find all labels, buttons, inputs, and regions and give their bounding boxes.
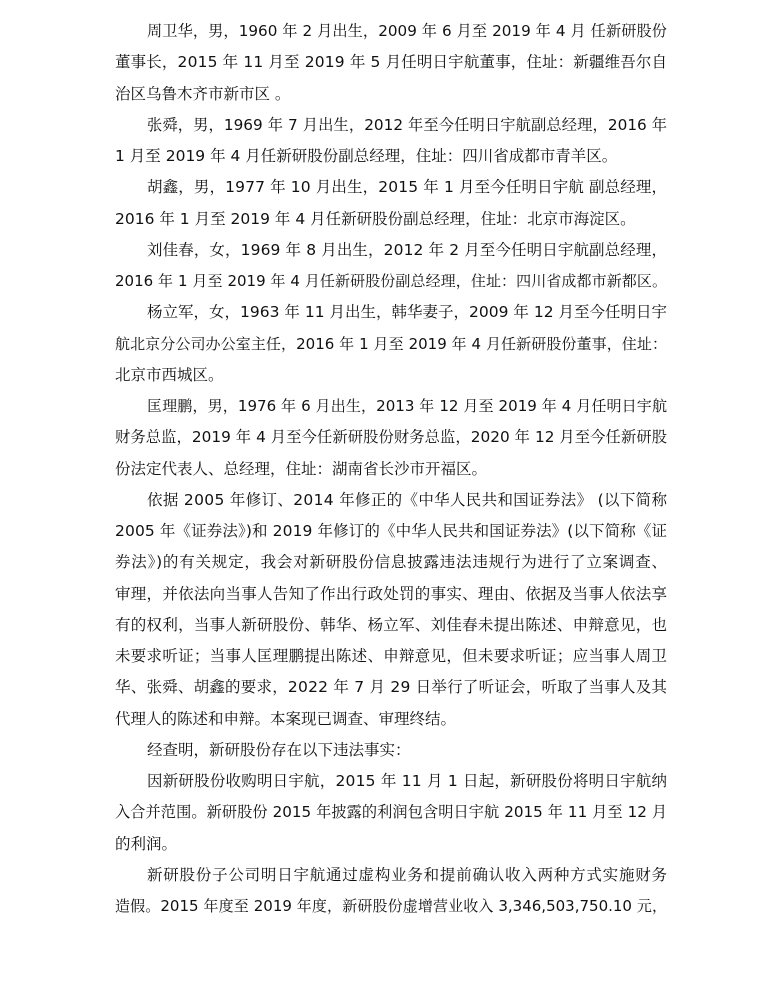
text-line: 经查明，新研股份存在以下违法事实： [147,740,411,759]
text-line: 匡理鹏，男，1976 年 6 月出生，2013 年 12 月至 2019 年 4 月任明日宇航 [147,397,667,415]
paragraph-kuang-lipeng [115,391,667,485]
text-line: 券法》)的有关规定，我会对新研股份信息披露违法违规行为进行了立案调查、 [115,553,668,572]
text-line: 新研股份子公司明日宇航通过虚构业务和提前确认收入两种方式实施财务 [147,865,668,884]
paragraph-legal-basis [115,485,667,735]
text-line: 财务总监，2019 年 4 月至今任新研股份财务总监，2020 年 12 月至今任新研股 [115,428,667,447]
text-line: 代理人的陈述和申辩。本案现已调查、审理终结。 [115,709,457,728]
text-line: 审理，并依法向当事人告知了作出行政处罚的事实、理由、依据及当事人依法享 [115,584,668,603]
text-line: 治区乌鲁木齐市新市区 。 [115,84,291,103]
paragraph-liu-jiachun [115,235,667,298]
paragraph-zhou-weihua [115,16,667,110]
paragraph-consolidation [115,766,667,860]
text-line: 张舜，男，1969 年 7 月出生，2012 年至今任明日宇航副总经理，2016 年 [147,115,667,134]
paragraph-fraud [115,860,667,923]
text-line: 的利润。 [115,834,178,853]
paragraph-hu-xin [115,172,667,235]
text-line: 依据 2005 年修订、2014 年修正的《中华人民共和国证券法》 (以下简称 [147,490,668,509]
paragraph-findings-intro [115,735,667,766]
text-line: 未要求听证；当事人匡理鹏提出陈述、申辩意见，但未要求听证；应当事人周卫 [115,647,668,665]
text-line: 杨立军，女，1963 年 11 月出生，韩华妻子，2009 年 12 月至今任明日宇 [147,303,667,322]
text-line: 董事长，2015 年 11 月至 2019 年 5 月任明日宇航董事，住址：新疆维吾尔自 [115,53,668,72]
text-line: 华、张舜、胡鑫的要求，2022 年 7 月 29 日举行了听证会，听取了当事人及其 [115,678,668,697]
text-line: 周卫华，男，1960 年 2 月出生，2009 年 6 月至 2019 年 4 月 任新研股份 [147,22,667,40]
text-line: 1 月至 2019 年 4 月任新研股份副总经理，住址：四川省成都市青羊区。 [115,147,618,165]
text-line: 份法定代表人、总经理，住址：湖南省长沙市开福区。 [115,459,488,478]
text-line: 入合并范围。新研股份 2015 年披露的利润包含明日宇航 2015 年 11 月至 12 月 [115,803,667,822]
text-line: 造假。2015 年度至 2019 年度，新研股份虚增营业收入 3,346,503,750.10 元， [115,897,667,915]
paragraph-yang-lijun [115,297,667,391]
text-line: 2005 年《证券法》)和 2019 年修订的《中华人民共和国证券法》(以下简称《证 [115,522,668,540]
text-line: 2016 年 1 月至 2019 年 4 月任新研股份副总经理，住址：四川省成都市新都区。 [115,272,667,290]
text-line: 有的权利，当事人新研股份、韩华、杨立军、刘佳春未提出陈述、申辩意见，也 [115,615,668,634]
text-line: 因新研股份收购明日宇航，2015 年 11 月 1 日起，新研股份将明日宇航纳 [147,772,668,790]
text-line: 2016 年 1 月至 2019 年 4 月任新研股份副总经理，住址：北京市海淀区。 [115,209,636,228]
text-line: 刘佳春，女，1969 年 8 月出生，2012 年 2 月至今任明日宇航副总经理， [147,240,668,259]
text-line: 北京市西城区。 [115,365,224,384]
paragraph-zhang-shun [115,110,667,173]
document-body [115,16,667,922]
text-line: 胡鑫，男，1977 年 10 月出生，2015 年 1 月至今任明日宇航 副总经理， [147,178,668,197]
text-line: 航北京分公司办公室主任，2016 年 1 月至 2019 年 4 月任新研股份董事，住址： [115,334,667,353]
